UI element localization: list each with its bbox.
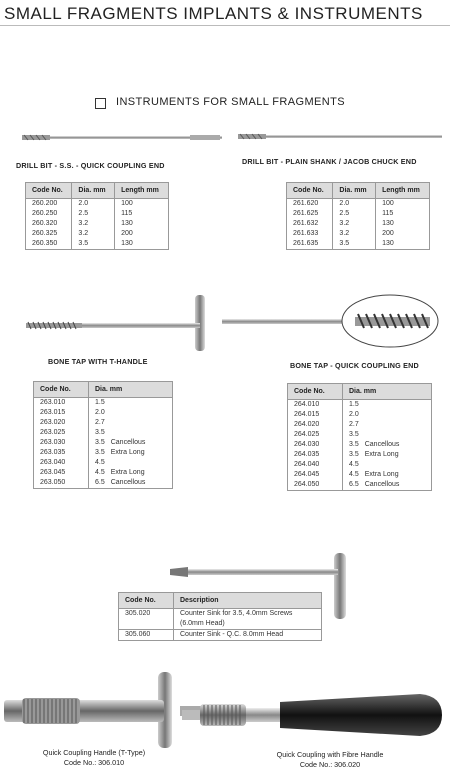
note-value: Extra Long xyxy=(110,449,145,456)
table-row xyxy=(34,418,173,428)
table-cell: 3.2 xyxy=(72,229,115,239)
handle-t-code: Code No.: 306.010 xyxy=(63,758,125,767)
table-cell: 264.035 xyxy=(288,450,343,460)
table-cell: 263.025 xyxy=(34,428,89,438)
table-cell: 100 xyxy=(115,199,169,210)
table-row xyxy=(26,229,169,239)
table-cell: 260.325 xyxy=(26,229,72,239)
dia-value: 3.5 xyxy=(349,441,359,448)
table-cell: 261.625 xyxy=(287,209,333,219)
table-cell: 261.633 xyxy=(287,229,333,239)
table-cell: 264.040 xyxy=(288,460,343,470)
table-row xyxy=(119,619,322,630)
table-cell xyxy=(89,448,173,458)
dia-value: 4.5 xyxy=(349,471,359,478)
table-cell: 263.040 xyxy=(34,458,89,468)
dia-value: 4.5 xyxy=(349,461,359,468)
page-header xyxy=(0,0,450,30)
table-row xyxy=(34,478,173,489)
table-cell: (6.0mm Head) xyxy=(174,619,322,630)
table-cell: 263.050 xyxy=(34,478,89,489)
bone-tap-t-handle-image xyxy=(20,292,230,354)
table-cell: 130 xyxy=(376,219,430,229)
table-row xyxy=(34,468,173,478)
table-cell: 2.5 xyxy=(333,209,376,219)
table-cell xyxy=(89,478,173,489)
table-row xyxy=(119,609,322,620)
table-cell xyxy=(89,438,173,448)
table-row xyxy=(26,239,169,250)
dia-value: 2.7 xyxy=(95,419,105,426)
dia-value: 3.5 xyxy=(95,439,105,446)
table-cell: 264.030 xyxy=(288,440,343,450)
table-cell: 264.050 xyxy=(288,480,343,491)
table-row xyxy=(288,480,432,491)
table-cell: 260.250 xyxy=(26,209,72,219)
table-row xyxy=(287,209,430,219)
table-row xyxy=(119,630,322,641)
dia-value: 2.0 xyxy=(95,409,105,416)
table-cell: 260.200 xyxy=(26,199,72,210)
note-value: Cancellous xyxy=(364,441,400,448)
table-cell xyxy=(89,408,173,418)
table-header: Code No. xyxy=(34,382,89,398)
table-cell: Counter Sink for 3.5, 4.0mm Screws xyxy=(174,609,322,620)
bone-tap-qc-image xyxy=(220,292,445,352)
table-row xyxy=(288,450,432,460)
table-cell: 200 xyxy=(115,229,169,239)
note-value: Cancellous xyxy=(110,479,146,486)
table-row xyxy=(26,219,169,229)
table-cell: 263.045 xyxy=(34,468,89,478)
table-cell xyxy=(89,428,173,438)
table-cell: 2.0 xyxy=(333,199,376,210)
dia-value: 1.5 xyxy=(349,401,359,408)
table-cell: 261.632 xyxy=(287,219,333,229)
note-value: Extra Long xyxy=(364,451,399,458)
dia-value: 3.5 xyxy=(95,449,105,456)
table-cell: 130 xyxy=(115,239,169,250)
table-cell: 263.015 xyxy=(34,408,89,418)
table-cell xyxy=(89,398,173,409)
table-cell: 261.635 xyxy=(287,239,333,250)
table-cell: 260.350 xyxy=(26,239,72,250)
table-header: Dia. mm xyxy=(343,384,432,400)
table-row xyxy=(34,428,173,438)
table-cell: 264.010 xyxy=(288,400,343,411)
table-cell xyxy=(343,430,432,440)
table-cell xyxy=(343,480,432,491)
table-row xyxy=(287,219,430,229)
note-value: Cancellous xyxy=(110,439,146,446)
table-cell: 3.5 xyxy=(333,239,376,250)
table-cell: 115 xyxy=(376,209,430,219)
table-cell xyxy=(343,410,432,420)
table-cell: 264.025 xyxy=(288,430,343,440)
table-row xyxy=(288,430,432,440)
table-cell: 263.035 xyxy=(34,448,89,458)
table-header: Code No. xyxy=(288,384,343,400)
table-cell: 263.030 xyxy=(34,438,89,448)
table-row xyxy=(288,460,432,470)
handle-t-name: Quick Coupling Handle (T-Type) xyxy=(42,748,146,757)
table-cell: 2.0 xyxy=(72,199,115,210)
table-cell xyxy=(343,470,432,480)
table-cell: 3.2 xyxy=(333,229,376,239)
drill-plain-caption: DRILL BIT - PLAIN SHANK / JACOB CHUCK END xyxy=(242,157,417,166)
table-cell: 264.045 xyxy=(288,470,343,480)
table-cell: 2.5 xyxy=(72,209,115,219)
table-cell xyxy=(343,400,432,411)
table-row xyxy=(34,408,173,418)
table-cell: 264.015 xyxy=(288,410,343,420)
handle-fibre-name: Quick Coupling with Fibre Handle xyxy=(276,750,384,759)
dia-value: 1.5 xyxy=(95,399,105,406)
table-cell xyxy=(343,450,432,460)
table-cell: 305.020 xyxy=(119,609,174,620)
table-cell xyxy=(89,468,173,478)
quick-coupling-fibre-handle-image xyxy=(180,690,445,740)
table-cell: 130 xyxy=(376,239,430,250)
page-title: SMALL FRAGMENTS IMPLANTS & INSTRUMENTS xyxy=(4,4,423,23)
table-header: Dia. mm xyxy=(89,382,173,398)
table-header: Code No. xyxy=(119,593,174,609)
table-cell: 260.320 xyxy=(26,219,72,229)
table-cell: 100 xyxy=(376,199,430,210)
table-cell xyxy=(89,418,173,428)
tap-t-caption: BONE TAP WITH T-HANDLE xyxy=(48,357,148,366)
table-header: Code No. xyxy=(287,183,333,199)
table-cell: 115 xyxy=(115,209,169,219)
table-cell: 130 xyxy=(115,219,169,229)
table-header: Code No. xyxy=(26,183,72,199)
table-cell: 261.620 xyxy=(287,199,333,210)
table-cell xyxy=(119,619,174,630)
table-header: Length mm xyxy=(115,183,169,199)
tap-qc-table xyxy=(287,383,432,491)
table-row xyxy=(34,438,173,448)
dia-value: 4.5 xyxy=(95,459,105,466)
header-divider xyxy=(0,25,450,26)
table-row xyxy=(34,398,173,409)
dia-value: 2.7 xyxy=(349,421,359,428)
table-cell: 3.2 xyxy=(333,219,376,229)
section-title: INSTRUMENTS FOR SMALL FRAGMENTS xyxy=(116,96,345,108)
drill-plain-table xyxy=(286,182,430,250)
drill-ss-table xyxy=(25,182,169,250)
drill-bit-ss-image xyxy=(20,130,230,146)
table-cell: 3.2 xyxy=(72,219,115,229)
dia-value: 3.5 xyxy=(95,429,105,436)
handle-fibre-code: Code No.: 306.020 xyxy=(299,760,361,769)
dia-value: 6.5 xyxy=(349,481,359,488)
table-cell: 263.010 xyxy=(34,398,89,409)
table-cell xyxy=(343,460,432,470)
table-cell: 263.020 xyxy=(34,418,89,428)
table-cell: 200 xyxy=(376,229,430,239)
drill-ss-caption: DRILL BIT - S.S. - QUICK COUPLING END xyxy=(16,161,165,170)
table-row xyxy=(288,410,432,420)
table-row xyxy=(287,239,430,250)
note-value: Extra Long xyxy=(110,469,145,476)
table-cell: Counter Sink - Q.C. 8.0mm Head xyxy=(174,630,322,641)
dia-value: 3.5 xyxy=(349,431,359,438)
table-row xyxy=(287,229,430,239)
drill-bit-plain-image xyxy=(236,130,446,146)
table-header: Dia. mm xyxy=(333,183,376,199)
table-header: Length mm xyxy=(376,183,430,199)
table-row xyxy=(34,458,173,468)
table-header: Description xyxy=(174,593,322,609)
countersink-table xyxy=(118,592,322,641)
note-value: Extra Long xyxy=(364,471,399,478)
note-value: Cancellous xyxy=(364,481,400,488)
table-cell: 264.020 xyxy=(288,420,343,430)
table-row xyxy=(26,209,169,219)
table-row xyxy=(34,448,173,458)
table-cell xyxy=(89,458,173,468)
table-row xyxy=(288,470,432,480)
tap-qc-caption: BONE TAP - QUICK COUPLING END xyxy=(290,361,419,370)
dia-value: 2.0 xyxy=(349,411,359,418)
dia-value: 3.5 xyxy=(349,451,359,458)
table-row xyxy=(288,420,432,430)
table-row xyxy=(26,199,169,210)
table-cell xyxy=(343,440,432,450)
table-header: Dia. mm xyxy=(72,183,115,199)
table-cell: 3.5 xyxy=(72,239,115,250)
table-row xyxy=(288,400,432,411)
dia-value: 4.5 xyxy=(95,469,105,476)
dia-value: 6.5 xyxy=(95,479,105,486)
checkbox-square-icon xyxy=(95,98,106,109)
table-row xyxy=(288,440,432,450)
tap-t-table xyxy=(33,381,173,489)
table-cell xyxy=(343,420,432,430)
table-cell: 305.060 xyxy=(119,630,174,641)
table-row xyxy=(287,199,430,210)
